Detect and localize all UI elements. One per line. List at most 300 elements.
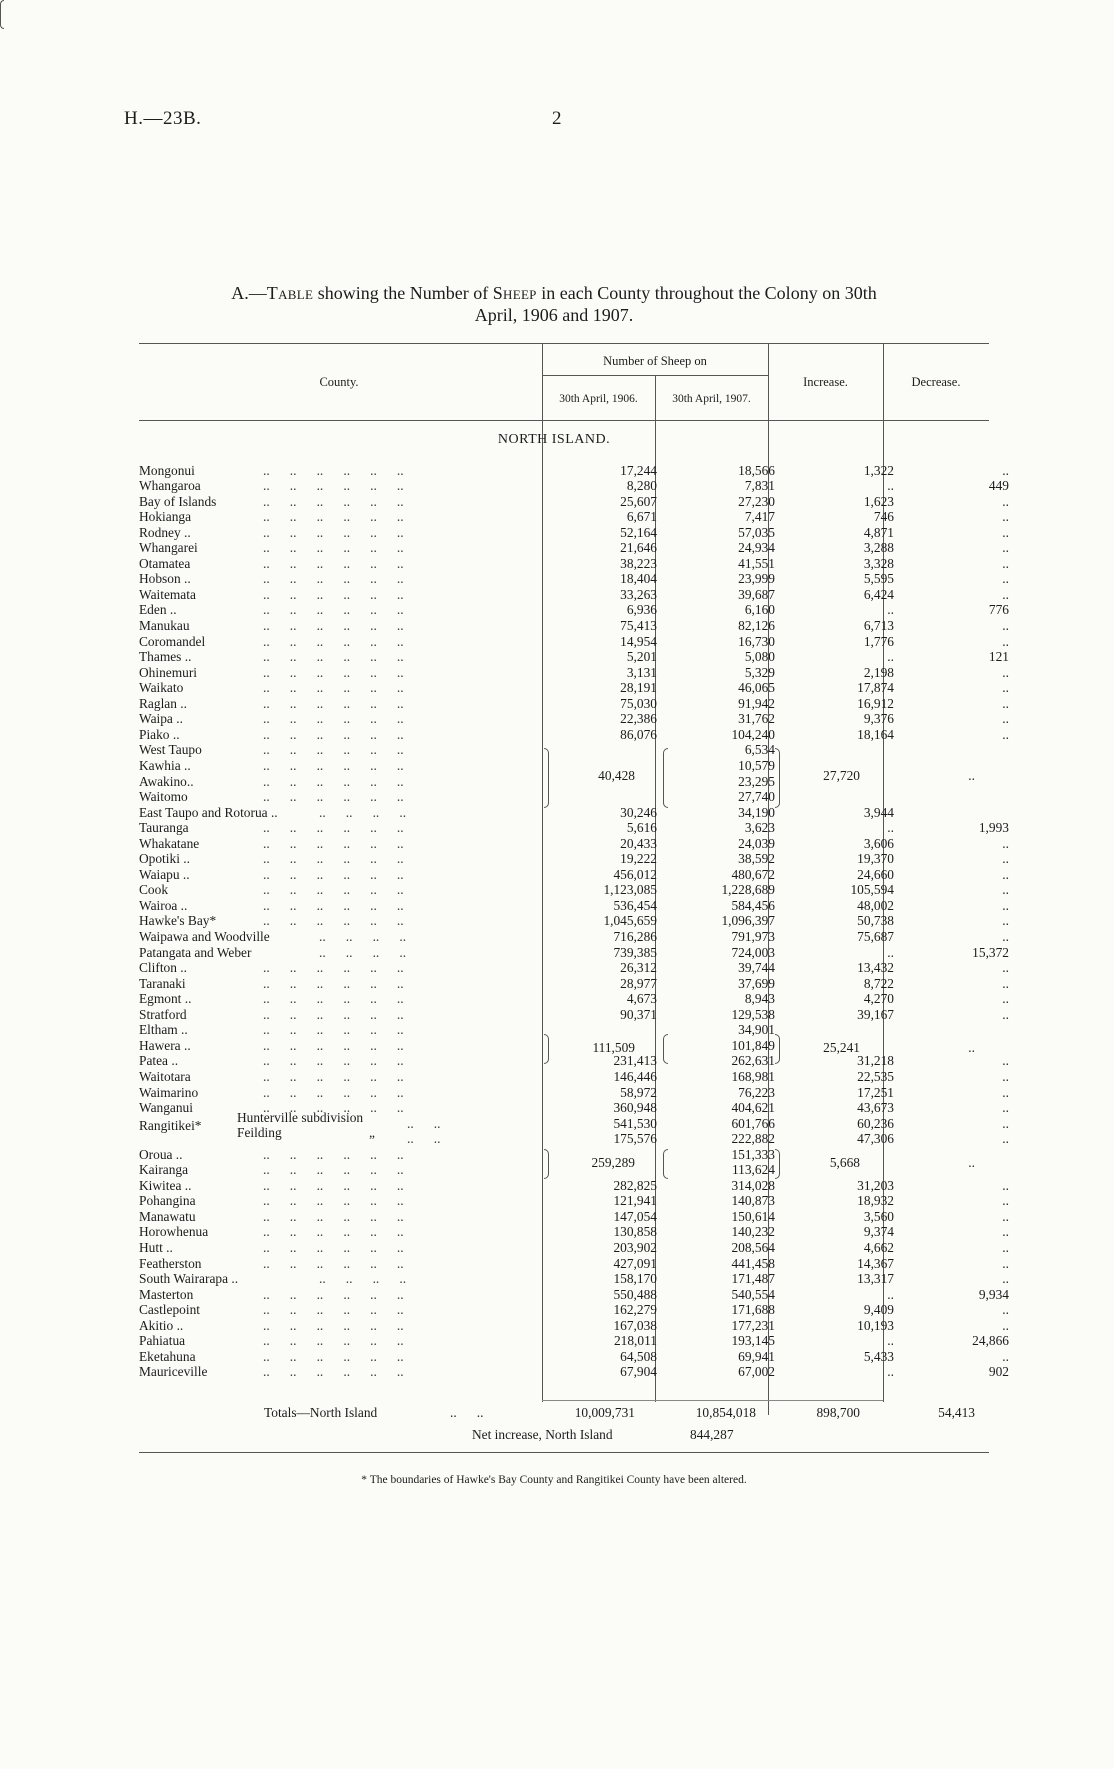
increase-header: Increase. [803,375,848,389]
leader-dots: .. .. .. .. .. .. [263,1146,404,1162]
increase-value: 13,432 [857,960,894,976]
leader-dots: .. .. .. .. .. .. [263,711,404,727]
leader-dots: .. .. .. .. .. .. [263,1193,404,1209]
table-row [139,1068,1009,1084]
county-name: Whangarei [139,540,198,556]
rangitikei-sub-2: Feilding [237,1125,282,1140]
county-name: Hawera .. [139,1037,191,1053]
table-row [139,991,1009,1007]
sheep-1907: 3,623 [744,820,775,836]
county-name: Eden .. [139,602,177,618]
decrease-value: .. [1002,929,1009,944]
county-name: Wairoa .. [139,897,188,913]
sheep-1906: 1,123,085 [603,882,657,898]
sheep-1907: 10,579 [738,757,775,773]
decrease-value: 449 [988,478,1009,494]
table-row [139,1208,1009,1224]
decrease-value: .. [1002,835,1009,851]
county-name: Hobson .. [139,571,191,587]
header-bottom-rule [139,420,989,421]
table-row [139,680,1009,696]
sheep-1907: 104,240 [731,726,775,742]
page-reference: H.—23B. [124,108,202,129]
decrease-value: .. [1002,586,1009,602]
leader-dots: .. .. .. .. .. .. [263,602,404,618]
increase-value: 9,376 [863,711,894,727]
table-row [139,586,1009,602]
sheep-1906: 28,977 [620,975,657,991]
sheep-1907: 540,554 [731,1286,775,1302]
increase-value: 6,713 [863,618,894,633]
increase-value: 31,218 [857,1053,894,1069]
leader-dots: .. .. .. .. .. .. [263,1162,404,1178]
county-name: Manawatu [139,1208,196,1224]
leader-dots: .. .. .. .. .. .. [263,618,404,633]
sheep-1907: 151,333 [731,1146,775,1162]
leader-dots: .. .. .. .. .. .. [263,462,404,478]
increase-value: 105,594 [850,882,894,898]
rangitikei-label: Rangitikei* [139,1118,202,1133]
sheep-1907: 5,080 [744,649,775,665]
county-name: Rodney .. [139,524,191,540]
decrease-value: .. [1002,540,1009,556]
decrease-value: .. [1002,462,1009,478]
totals-label: Totals—North Island [264,1405,378,1420]
sheep-1907: 601,766 [731,1115,775,1131]
number-of-sheep-header: Number of Sheep on [603,354,707,368]
decrease-value: .. [1002,991,1009,1007]
sheep-1906: 121,941 [613,1193,657,1209]
increase-value: 3,560 [863,1208,894,1224]
group-oroua-kairanga-increase: 5,668 [829,1155,860,1170]
table-row [139,929,1009,944]
county-name: Waitomo [139,789,188,805]
decrease-value: 121 [988,649,1009,665]
county-name: Akitio .. [139,1317,184,1333]
table-row [139,602,1009,618]
year-1906-header: 30th April, 1906. [559,393,638,405]
sheep-1907: 177,231 [731,1317,775,1333]
increase-value: .. [887,944,894,960]
sheep-1906: 52,164 [620,524,657,540]
sheep-1907: 8,943 [744,991,775,1007]
bracket [544,1149,549,1179]
totals-1906: 10,009,731 [574,1405,635,1420]
sheep-1907: 31,762 [738,711,775,727]
leader-dots: .. .. .. .. .. .. [263,1006,404,1022]
sheep-1906: 90,371 [620,1006,657,1022]
footnote: * The boundaries of Hawke's Bay County and Rangitikei County have been altered. [361,1474,747,1486]
leader-dots: .. .. .. .. [319,929,407,944]
increase-value: 4,662 [863,1240,894,1255]
leader-dots: .. .. .. .. .. .. [263,493,404,509]
county-name: Manukau [139,618,190,633]
sheep-1906: 1,045,659 [603,913,657,929]
bracket [663,1034,668,1064]
sheep-1906: 162,279 [613,1302,657,1318]
leader-dots: .. .. .. .. .. .. [263,742,404,758]
sheep-1907: 27,230 [738,493,775,509]
decrease-value: .. [1002,493,1009,509]
sheep-1906: 716,286 [613,929,657,944]
county-name: Hokianga [139,509,192,525]
sheep-1906: 17,244 [620,462,657,478]
sheep-1906: 175,576 [613,1131,657,1147]
table-row [139,1255,1009,1271]
increase-value: 31,203 [857,1177,894,1193]
leader-dots: .. .. .. .. .. .. [263,524,404,540]
county-name: Whakatane [139,835,200,851]
leader-dots: .. .. .. .. .. .. [263,1177,404,1193]
county-name: Kawhia .. [139,757,191,773]
decrease-value: .. [1002,1177,1009,1193]
sheep-1907: 41,551 [738,555,775,571]
county-name: Hutt .. [139,1240,173,1255]
title-line-2: April, 1906 and 1907. [474,305,634,325]
table-row [139,960,1009,976]
totals-1907: 10,854,018 [695,1405,756,1420]
decrease-value: .. [1002,1255,1009,1271]
sheep-1906: 541,530 [613,1115,657,1131]
sheep-1907: 46,065 [738,680,775,696]
section-heading: NORTH ISLAND. [497,432,611,447]
table-row [139,493,1009,509]
table-bottom-rule [139,1452,989,1453]
table-row [139,1224,1009,1240]
leader-dots: .. .. .. .. .. .. [263,1240,404,1255]
sheep-1907: 34,901 [738,1022,775,1038]
sheep-1907: 91,942 [738,695,775,711]
decrease-value: .. [1002,1053,1009,1069]
sheep-1907: 1,228,689 [721,882,775,898]
sheep-1907: 113,624 [731,1162,775,1178]
county-name: Cook [139,882,169,898]
sheep-1906: 22,386 [620,711,657,727]
decrease-value: .. [1002,1302,1009,1318]
sheep-1907: 38,592 [738,851,775,867]
leader-dots: .. .. .. .. .. .. [263,1022,404,1038]
sheep-1906: 38,223 [620,555,657,571]
table-row [139,789,989,804]
county-name: Coromandel [139,633,206,649]
group-taupo-kawhia-1906: 40,428 [598,768,635,783]
county-name: Pohangina [139,1193,196,1209]
leader-dots: .. .. .. .. .. .. [263,1364,404,1380]
sheep-1907: 16,730 [738,633,775,649]
sheep-1907: 18,566 [738,462,775,478]
county-name: Egmont .. [139,991,192,1007]
decrease-value: .. [1002,726,1009,742]
leader-dots: .. .. .. .. .. .. [263,1333,404,1349]
sheep-1906: 5,201 [626,649,657,665]
sheep-1907: 404,621 [731,1100,775,1116]
decrease-value: .. [1002,633,1009,649]
sheep-1907: 7,417 [744,509,775,525]
increase-value: 5,433 [863,1348,894,1364]
sheep-1906: 26,312 [620,960,657,976]
leader-dots: .. .. .. .. .. .. [263,913,404,929]
sheep-1906: 536,454 [613,897,657,913]
county-name: Patangata and Weber [139,944,252,960]
table-row [139,1240,1009,1255]
sheep-1906: 8,280 [626,478,657,494]
decrease-value: .. [1002,509,1009,525]
leader-dots: .. .. .. .. .. .. [263,664,404,680]
decrease-value: .. [1002,1224,1009,1240]
table-row [139,555,1009,571]
decrease-value: 9,934 [978,1286,1009,1302]
county-name: Waikato [139,680,184,696]
increase-value: 24,660 [857,866,894,882]
county-name: Whangaroa [139,478,201,494]
increase-value: 17,874 [857,680,894,696]
county-name: Featherston [139,1255,202,1271]
leader-dots: .. .. .. .. [319,944,407,960]
leader-dots: .. .. .. .. .. .. [263,1100,404,1116]
decrease-value: .. [1002,975,1009,991]
table-row [139,540,1009,556]
sheep-1907: 129,538 [731,1006,775,1022]
decrease-value: .. [1002,1131,1009,1147]
rangitikei-sub-1: Hunterville subdivision [237,1110,364,1125]
leader-dots: .. .. .. .. .. .. [263,586,404,602]
table-row [139,1193,1009,1209]
sheep-1907: 584,456 [731,897,775,913]
table-row [139,1022,989,1037]
increase-value: .. [887,602,894,618]
increase-value: 14,367 [857,1255,894,1271]
county-name: South Wairarapa .. [139,1271,239,1287]
sheep-1907: 168,981 [731,1068,775,1084]
sheep-1906: 218,011 [613,1333,657,1349]
table-row [139,1177,1009,1193]
county-name: Pahiatua [139,1333,186,1349]
decrease-value: .. [1002,1084,1009,1100]
table-row [139,524,1009,540]
increase-value: 47,306 [857,1131,894,1147]
sheep-1906: 130,858 [613,1224,657,1240]
increase-value: 43,673 [857,1100,894,1116]
leader-dots: .. .. .. .. .. .. [263,1208,404,1224]
sheep-1907: 23,999 [738,571,775,587]
group-eltham-hawera-1906: 111,509 [592,1040,635,1055]
increase-value: 3,606 [863,835,894,851]
increase-value: .. [887,820,894,836]
leader-dots: .. .. .. .. .. .. [263,820,404,836]
leader-dots: .. .. .. .. .. .. [263,789,404,805]
table-row [139,664,1009,680]
leader-dots: .. .. .. .. .. .. [263,773,404,789]
sheep-1906: 58,972 [620,1084,657,1100]
increase-value: 48,002 [857,897,894,913]
group-taupo-kawhia-decrease: .. [968,768,975,783]
leader-dots: .. .. .. .. .. .. [263,835,404,851]
sheep-1907: 69,941 [738,1348,775,1364]
sheep-1907: 171,487 [731,1271,775,1287]
table-title [124,282,984,326]
sheep-1906: 25,607 [620,493,657,509]
sheep-1907: 101,849 [731,1037,775,1053]
leader-dots: .. .. .. .. .. .. [263,975,404,991]
increase-value: .. [887,478,894,494]
table-row [139,897,1009,913]
county-name: Clifton .. [139,960,187,976]
increase-value: .. [887,649,894,665]
leader-dots: .. .. .. .. .. .. [263,1084,404,1100]
table-row [139,1084,1009,1100]
county-name: Opotiki .. [139,851,190,867]
sheep-1907: 23,295 [738,773,775,789]
county-name: Tauranga [139,820,189,836]
net-increase-label: Net increase, North Island [472,1427,613,1442]
leader-dots: .. .. .. .. .. .. [263,866,404,882]
sheep-1906: 167,038 [613,1317,657,1333]
decrease-value: 902 [988,1364,1009,1380]
year-1907-header: 30th April, 1907. [672,393,751,405]
decrease-value: 1,993 [978,820,1009,836]
increase-value: 39,167 [857,1006,894,1022]
decrease-value: 24,866 [972,1333,1009,1349]
decrease-value: .. [1002,524,1009,540]
leader-dots: .. .. .. .. .. .. [263,1053,404,1069]
table-row [139,913,1009,929]
sheep-1906: 19,222 [620,851,657,867]
county-name: Wanganui [139,1100,193,1116]
sheep-1907: 6,160 [744,602,775,618]
group-oroua-kairanga-decrease: .. [968,1155,975,1170]
table-row [139,866,1009,882]
leader-dots: .. .. .. .. .. .. [263,680,404,696]
decrease-value: .. [1002,1100,1009,1116]
sheep-1907: 37,699 [738,975,775,991]
leader-dots: .. .. .. .. .. .. [263,1037,404,1053]
bracket [544,748,549,808]
sheep-1906: 75,413 [620,618,657,633]
increase-value: 50,738 [857,913,894,929]
county-name: Otamatea [139,555,191,571]
sheep-1907: 724,003 [731,944,775,960]
sheep-1907: 791,973 [731,929,775,944]
table-row [139,944,1009,960]
sheep-1906: 64,508 [620,1348,657,1364]
sheep-1907: 193,145 [731,1333,775,1349]
sheep-1907: 27,740 [738,789,775,805]
table-row [139,742,989,757]
bracket [663,748,668,808]
leader-dots: .. .. .. .. .. .. [263,540,404,556]
sheep-1907: 5,329 [744,664,775,680]
leader-dots: .. .. .. .. .. .. [263,1286,404,1302]
county-name: Mauriceville [139,1364,208,1380]
sheep-1907: 262,631 [731,1053,775,1069]
title-text-1: showing the Number of [313,283,493,303]
table-row [139,1006,1009,1022]
table-row [139,851,1009,867]
table-row [139,711,1009,727]
leader-dots: .. .. .. .. .. .. [263,757,404,773]
county-name: Masterton [139,1286,194,1302]
county-name: Eltham .. [139,1022,188,1038]
county-name: Eketahuna [139,1348,196,1364]
increase-value: 18,932 [857,1193,894,1209]
decrease-value: 776 [988,602,1009,618]
table-row [139,649,1009,665]
increase-value: 18,164 [857,726,894,742]
increase-value: 5,595 [863,571,894,587]
table-row [139,1286,1009,1302]
decrease-value: .. [1002,555,1009,571]
table-row [139,509,1009,525]
group-eltham-hawera-decrease: .. [968,1040,975,1055]
increase-value: 746 [873,509,894,525]
decrease-value: .. [1002,1317,1009,1333]
increase-value: 22,535 [857,1068,894,1084]
sheep-1906: 3,131 [626,664,657,680]
totals-dots: .. .. [450,1405,484,1420]
county-name: Waimarino [139,1084,199,1100]
sheep-1906: 30,246 [620,804,657,820]
decrease-value: .. [1002,1115,1009,1131]
sheep-1907: 57,035 [738,524,775,540]
bracket [775,1149,780,1179]
increase-value: 9,409 [863,1302,894,1318]
leader-dots: .. .. .. .. .. .. [263,991,404,1007]
table-row [139,835,1009,851]
decrease-value: .. [1002,960,1009,976]
increase-value: 8,722 [863,975,894,991]
sheep-1907: 140,232 [731,1224,775,1240]
county-name: West Taupo [139,742,202,758]
county-name: Kairanga [139,1162,189,1178]
county-name: Waipa .. [139,711,183,727]
county-name: Hawke's Bay* [139,913,217,929]
leader-dots: .. .. .. .. .. .. [263,1224,404,1240]
sheep-1906: 6,671 [626,509,657,525]
sheep-1907: 76,223 [738,1084,775,1100]
table-row [139,618,1009,633]
county-header: County. [319,375,359,389]
decrease-value: .. [1002,711,1009,727]
leader-dots: .. .. .. .. .. .. [263,882,404,898]
table-row [139,1271,1009,1287]
leader-dots: .. .. .. .. .. .. [263,555,404,571]
leader-dots: .. .. .. .. .. .. [263,960,404,976]
leader-dots: .. .. .. .. .. .. [263,1068,404,1084]
table-top-rule [139,343,989,344]
title-prefix: A.— [231,283,267,303]
title-table-word: Table [266,283,314,303]
county-name: Piako .. [139,726,180,742]
table-row [139,1348,1009,1364]
increase-value: 3,944 [863,804,894,820]
increase-value: 9,374 [863,1224,894,1240]
leader-dots: .. .. [407,1115,441,1131]
table-row [139,571,1009,587]
leader-dots: .. .. .. .. .. .. [263,695,404,711]
sheep-1906: 20,433 [620,835,657,851]
county-name: Thames .. [139,649,192,665]
decrease-value: .. [1002,1193,1009,1209]
sheep-1906: 75,030 [620,695,657,711]
county-name: Horowhenua [139,1224,209,1240]
totals-increase: 898,700 [816,1405,860,1420]
sheep-1907: 140,873 [731,1193,775,1209]
leader-dots: .. .. .. .. .. .. [263,649,404,665]
leader-dots: .. .. .. .. [319,804,407,820]
sheep-1906: 158,170 [613,1271,657,1287]
leader-dots: .. .. .. .. .. .. [263,897,404,913]
leader-dots: .. .. .. .. .. .. [263,1302,404,1318]
